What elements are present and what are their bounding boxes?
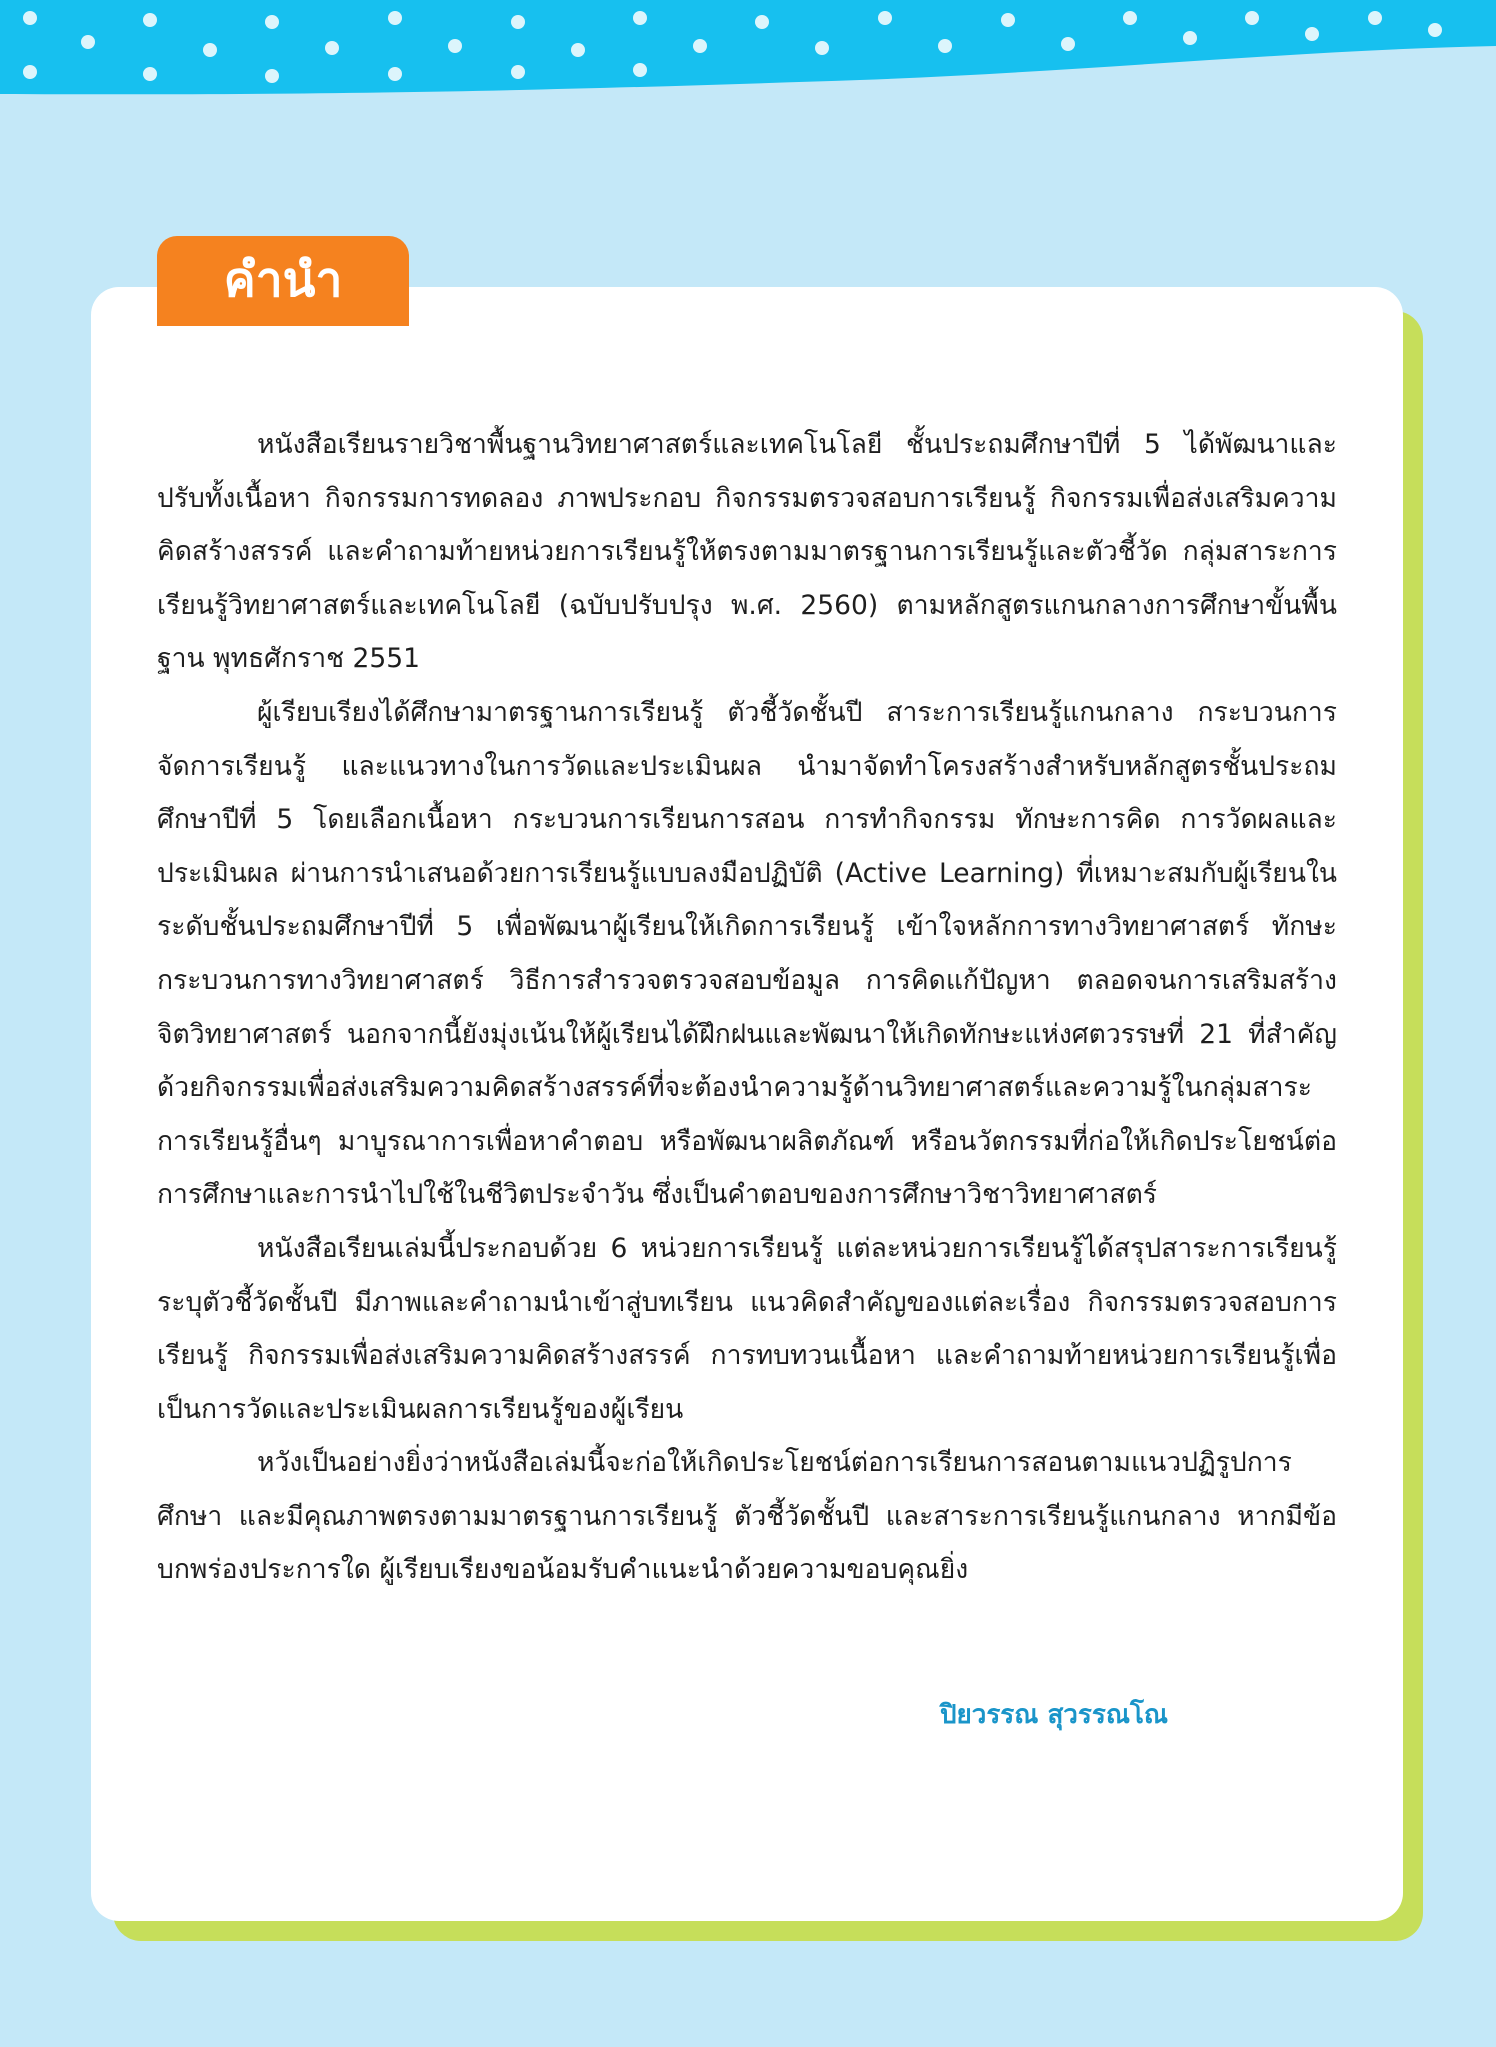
foreword-body bbox=[157, 418, 1337, 1597]
dotted-wave-header bbox=[0, 0, 1496, 110]
page-title: คำนำ bbox=[157, 236, 409, 326]
author-signature: ปิยวรรณ สุวรรณโณ bbox=[940, 1700, 1169, 1730]
paragraph: ผู้เรียบเรียงได้ศึกษามาตรฐานการเรียนรู้ ตัวชี้วัดชั้นปี สาระการเรียนรู้แกนกลาง กระบวนการจัดการเรียนรู้ และแนวทางในการวัดและประเมินผล นำมาจัดทำโครงสร้างสำหรับหลักสูตรชั้นประถมศึกษาปีที่ 5 โดยเลือกเนื้อหา กระบวนการเรียนการสอน การทำกิจกรรม ทักษะการคิด การวัดผลและประเมินผล ผ่านการนำเสนอด้วยการเรียนรู้แบบลงมือปฏิบัติ (Active Learning) ที่เหมาะสมกับผู้เรียนในระดับชั้นประถมศึกษาปีที่ 5 เพื่อพัฒนาผู้เรียนให้เกิดการเรียนรู้ เข้าใจหลักการทางวิทยาศาสตร์ ทักษะกระบวนการทางวิทยาศาสตร์ วิธีการสำรวจตรวจสอบข้อมูล การคิดแก้ปัญหา ตลอดจนการเสริมสร้างจิตวิทยาศาสตร์ นอกจากนี้ยังมุ่งเน้นให้ผู้เรียนได้ฝึกฝนและพัฒนาให้เกิดทักษะแห่งศตวรรษที่ 21 ที่สำคัญ ด้วยกิจกรรมเพื่อส่งเสริมความคิดสร้างสรรค์ที่จะต้องนำความรู้ด้านวิทยาศาสตร์และความรู้ในกลุ่มสาระการเรียนรู้อื่นๆ มาบูรณาการเพื่อหาคำตอบ หรือพัฒนาผลิตภัณฑ์ หรือนวัตกรรมที่ก่อให้เกิดประโยชน์ต่อการศึกษาและการนำไปใช้ในชีวิตประจำวัน ซึ่งเป็นคำตอบของการศึกษาวิชาวิทยาศาสตร์ bbox=[157, 696, 1337, 1211]
paragraph: หวังเป็นอย่างยิ่งว่าหนังสือเล่มนี้จะก่อให้เกิดประโยชน์ต่อการเรียนการสอนตามแนวปฏิรูปการศึกษา และมีคุณภาพตรงตามมาตรฐานการเรียนรู้ ตัวชี้วัดชั้นปี และสาระการเรียนรู้แกนกลาง หากมีข้อบกพร่องประการใด ผู้เรียบเรียงขอน้อมรับคำแนะนำด้วยความขอบคุณยิ่ง bbox=[157, 1447, 1337, 1586]
paragraph: หนังสือเรียนเล่มนี้ประกอบด้วย 6 หน่วยการเรียนรู้ แต่ละหน่วยการเรียนรู้ได้สรุปสาระการเรียนรู้ ระบุตัวชี้วัดชั้นปี มีภาพและคำถามนำเข้าสู่บทเรียน แนวคิดสำคัญของแต่ละเรื่อง กิจกรรมตรวจสอบการเรียนรู้ กิจกรรมเพื่อส่งเสริมความคิดสร้างสรรค์ การทบทวนเนื้อหา และคำถามท้ายหน่วยการเรียนรู้เพื่อเป็นการวัดและประเมินผลการเรียนรู้ของผู้เรียน bbox=[157, 1232, 1337, 1425]
paragraph: หนังสือเรียนรายวิชาพื้นฐานวิทยาศาสตร์และเทคโนโลยี ชั้นประถมศึกษาปีที่ 5 ได้พัฒนาและปรับทั้งเนื้อหา กิจกรรมการทดลอง ภาพประกอบ กิจกรรมตรวจสอบการเรียนรู้ กิจกรรมเพื่อส่งเสริมความคิดสร้างสรรค์ และคำถามท้ายหน่วยการเรียนรู้ให้ตรงตามมาตรฐานการเรียนรู้และตัวชี้วัด กลุ่มสาระการเรียนรู้วิทยาศาสตร์และเทคโนโลยี (ฉบับปรับปรุง พ.ศ. 2560) ตามหลักสูตรแกนกลางการศึกษาขั้นพื้นฐาน พุทธศักราช 2551 bbox=[157, 429, 1337, 675]
